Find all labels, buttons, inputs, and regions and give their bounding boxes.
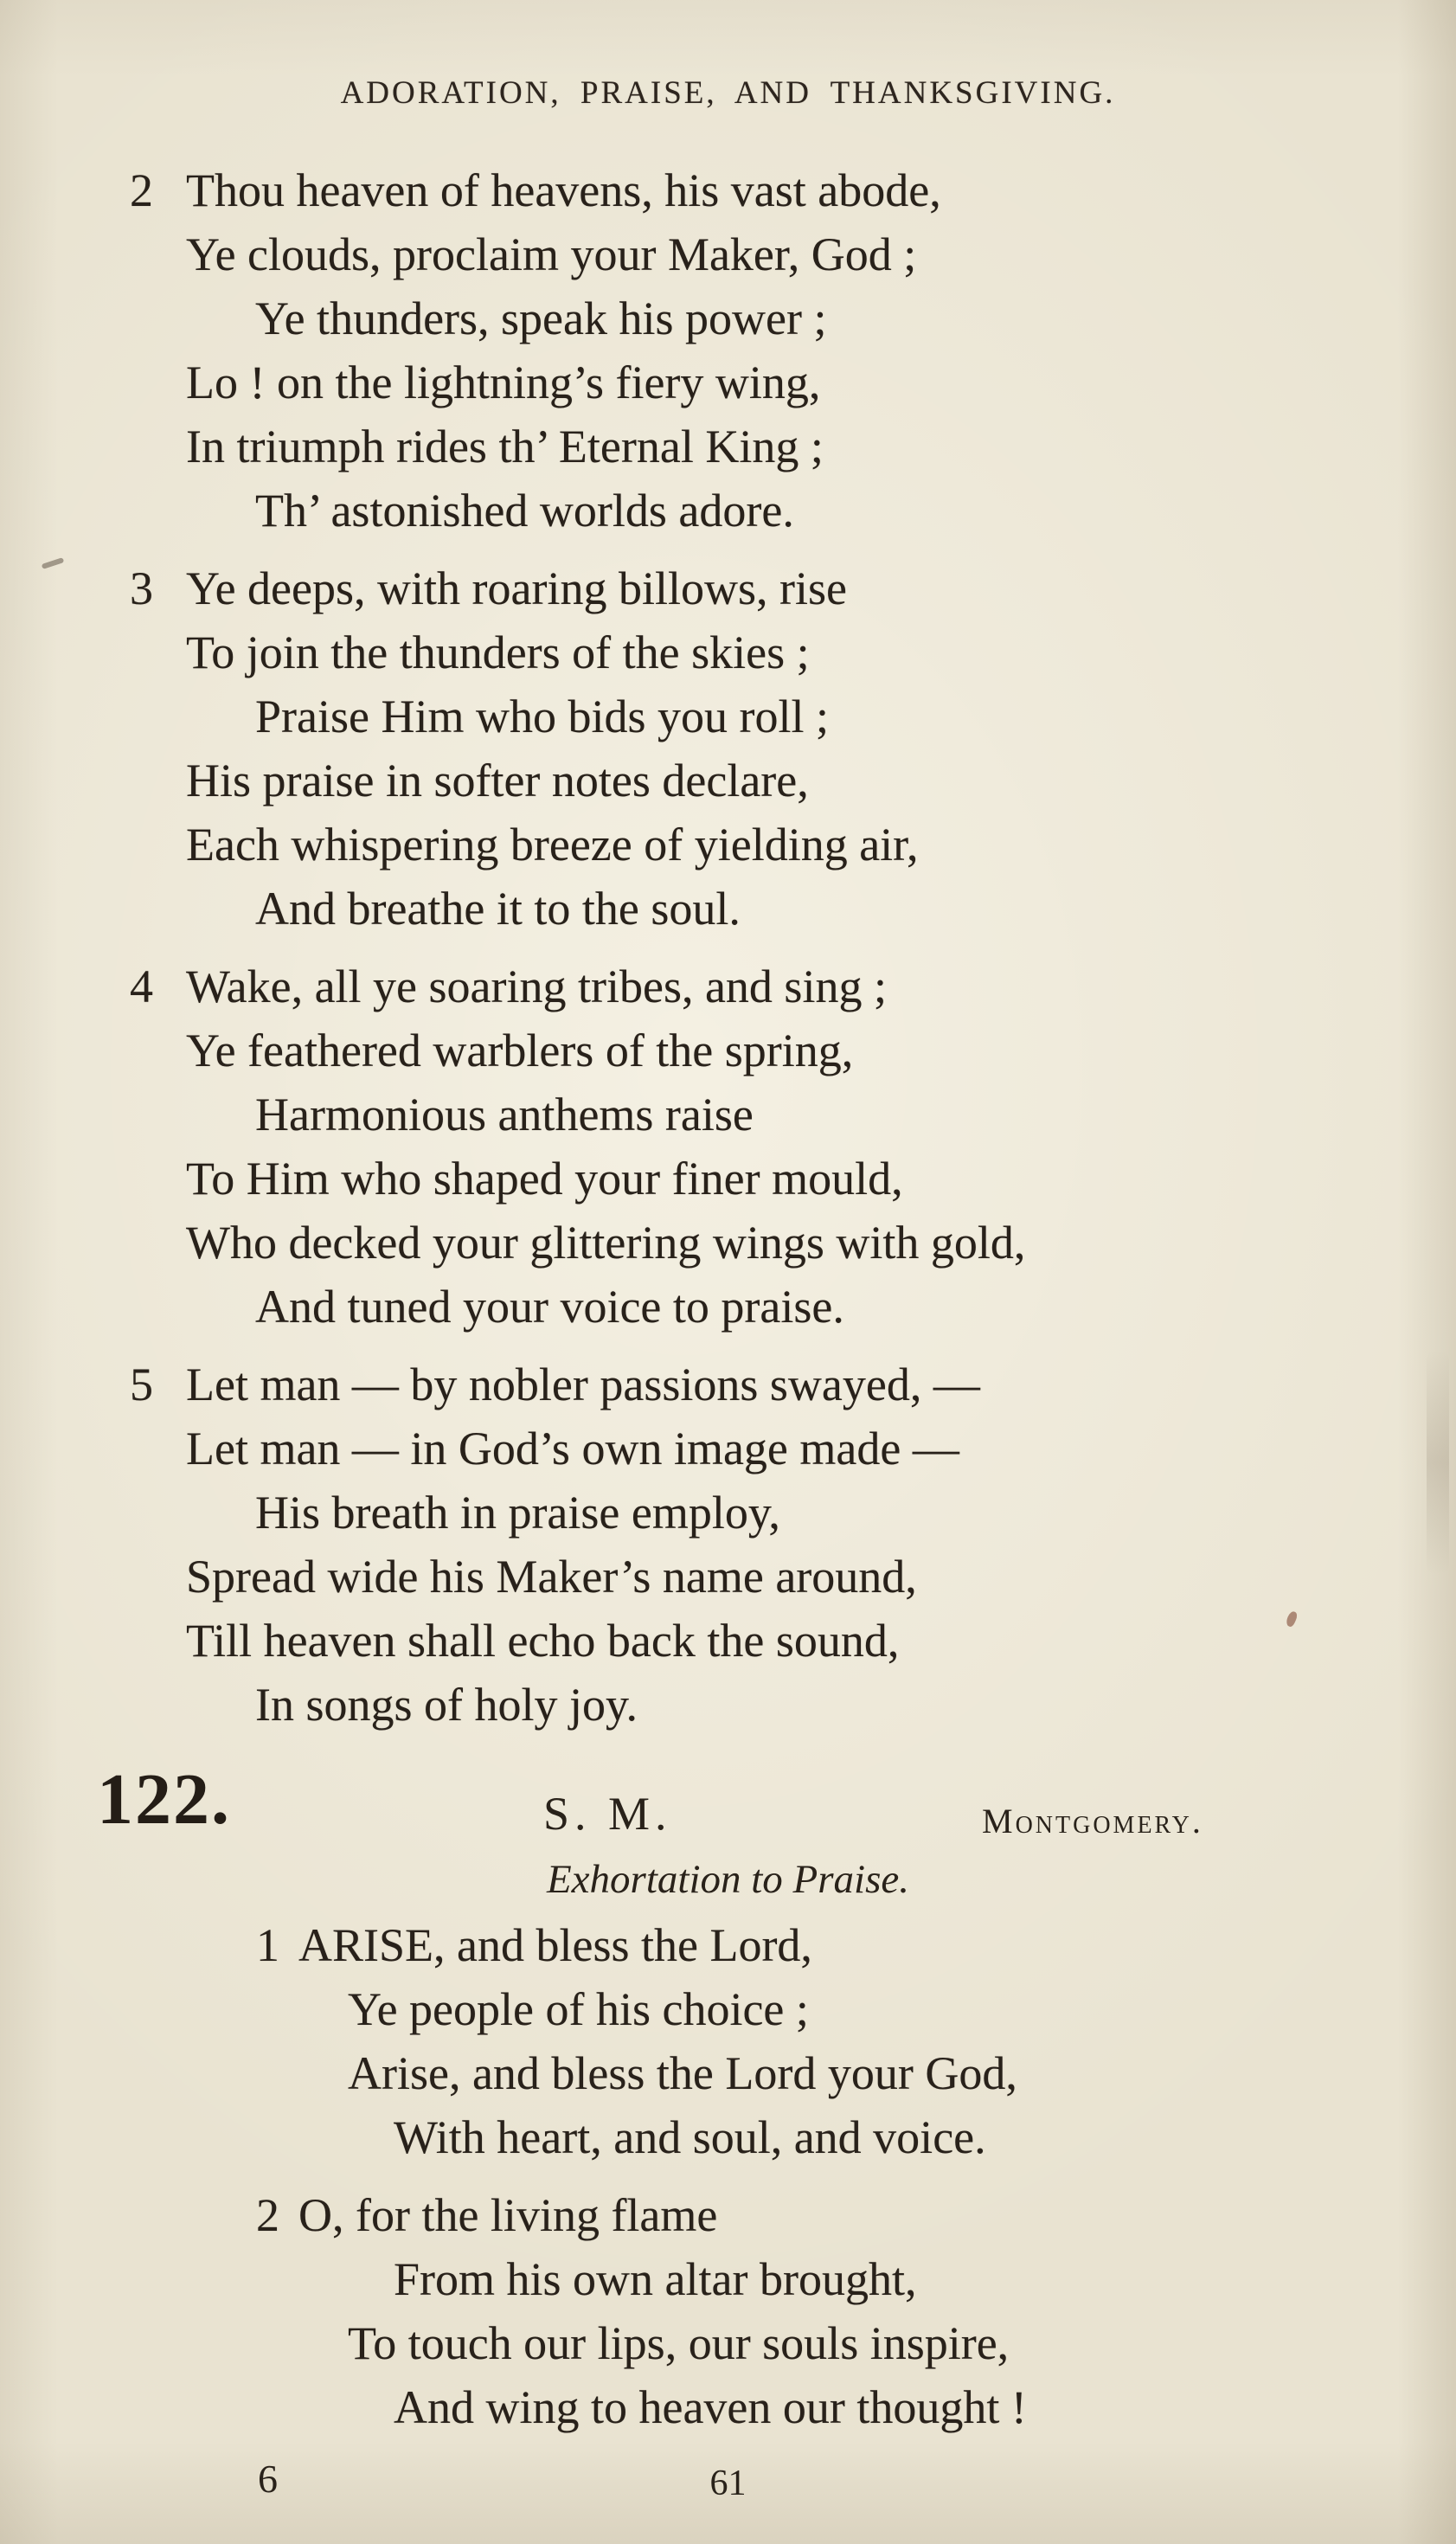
running-header: ADORATION, PRAISE, AND THANKSGIVING. [340, 75, 1116, 111]
verse-text: Ye deeps, with roaring billows, rise [186, 562, 847, 614]
verse-line [0, 158, 1456, 222]
verse-text: In triumph rides th’ Eternal King ; [186, 421, 824, 472]
stanza [0, 1913, 1456, 2169]
verse-text: And breathe it to the soul. [255, 883, 741, 935]
stanza-number: 1 [256, 1919, 279, 1971]
verse-text: From his own altar brought, [394, 2253, 917, 2305]
stanza-number: 2 [130, 164, 153, 216]
hymn-122-stanzas [0, 1913, 1456, 2439]
verse-text: And wing to heaven our thought ! [394, 2381, 1027, 2433]
verse-text: In songs of holy joy. [255, 1679, 638, 1731]
verse-line [0, 1977, 1456, 2041]
stanza-number: 3 [130, 562, 153, 614]
hymn-number: 122. [97, 1759, 231, 1840]
verse-line [0, 2247, 1456, 2311]
hymn-meter: S. M. [543, 1788, 672, 1840]
verse-text: To Him who shaped your finer mould, [186, 1153, 903, 1205]
verse-line [0, 1417, 1456, 1481]
verse-text: Lo ! on the lightning’s fiery wing, [186, 357, 821, 408]
verse-text: O, for the living flame [298, 2189, 718, 2241]
stanza [0, 2183, 1456, 2439]
verse-line [0, 1609, 1456, 1673]
verse-line [0, 1147, 1456, 1211]
hymn-author: Montgomery. [982, 1802, 1203, 1841]
stanza [0, 158, 1456, 543]
verse-text: Let man — in God’s own image made — [186, 1423, 959, 1474]
verse-text: His praise in softer notes declare, [186, 755, 809, 806]
verse-line [0, 2311, 1456, 2375]
verse-line [0, 2105, 1456, 2169]
verse-line [0, 2041, 1456, 2105]
stanza [0, 556, 1456, 941]
verse-text: Spread wide his Maker’s name around, [186, 1551, 917, 1603]
stanza-number: 2 [256, 2189, 279, 2241]
verse-text: Harmonious anthems raise [255, 1089, 754, 1140]
verse-line [0, 1211, 1456, 1275]
verse-line [0, 1082, 1456, 1147]
hymn-continued-stanzas [0, 158, 1456, 1737]
verse-text: Wake, all ye soaring tribes, and sing ; [186, 960, 887, 1012]
signature-mark: 6 [258, 2457, 278, 2501]
verse-line [0, 286, 1456, 350]
verse-text: Th’ astonished worlds adore. [255, 485, 794, 536]
stanza-number: 5 [130, 1359, 153, 1410]
verse-line [0, 1673, 1456, 1737]
stanza [0, 954, 1456, 1339]
verse-text: To join the thunders of the skies ; [186, 626, 810, 678]
verse-line [0, 620, 1456, 684]
verse-text: Each whispering breeze of yielding air, [186, 819, 919, 870]
verse-line [0, 954, 1456, 1018]
verse-text: Ye clouds, proclaim your Maker, God ; [186, 228, 917, 280]
page-number: 61 [709, 2464, 747, 2503]
page-footer [0, 2456, 1456, 2509]
verse-text: Praise Him who bids you roll ; [255, 691, 829, 742]
hymn-heading [0, 1759, 1456, 1849]
verse-line [0, 1545, 1456, 1609]
verse-text: Who decked your glittering wings with gold, [186, 1217, 1026, 1269]
verse-text: His breath in praise employ, [255, 1487, 780, 1539]
verse-line [0, 479, 1456, 543]
verse-text: Till heaven shall echo back the sound, [186, 1615, 900, 1667]
stanza [0, 1352, 1456, 1737]
verse-line [0, 350, 1456, 414]
verse-line [0, 556, 1456, 620]
stanza-number: 4 [130, 960, 153, 1012]
verse-line [0, 222, 1456, 286]
verse-line [0, 813, 1456, 877]
verse-text: Ye thunders, speak his power ; [255, 292, 827, 344]
verse-line [0, 1913, 1456, 1977]
verse-text: ARISE, and bless the Lord, [298, 1919, 812, 1971]
verse-line [0, 414, 1456, 479]
verse-line [0, 1481, 1456, 1545]
verse-line [0, 2183, 1456, 2247]
verse-line [0, 1018, 1456, 1082]
verse-text: Ye people of his choice ; [348, 1983, 809, 2035]
verse-text: Let man — by nobler passions swayed, — [186, 1359, 980, 1410]
verse-line [0, 877, 1456, 941]
verse-text: And tuned your voice to praise. [255, 1281, 844, 1333]
verse-line [0, 748, 1456, 813]
verse-text: With heart, and soul, and voice. [394, 2111, 986, 2163]
verse-text: Ye feathered warblers of the spring, [186, 1025, 854, 1076]
hymn-title: Exhortation to Praise. [546, 1857, 910, 1902]
verse-line [0, 684, 1456, 748]
verse-text: To touch our lips, our souls inspire, [348, 2317, 1010, 2369]
verse-text: Arise, and bless the Lord your God, [348, 2047, 1017, 2099]
verse-line [0, 2375, 1456, 2439]
verse-line [0, 1352, 1456, 1417]
verse-text: Thou heaven of heavens, his vast abode, [186, 164, 941, 216]
verse-line [0, 1275, 1456, 1339]
